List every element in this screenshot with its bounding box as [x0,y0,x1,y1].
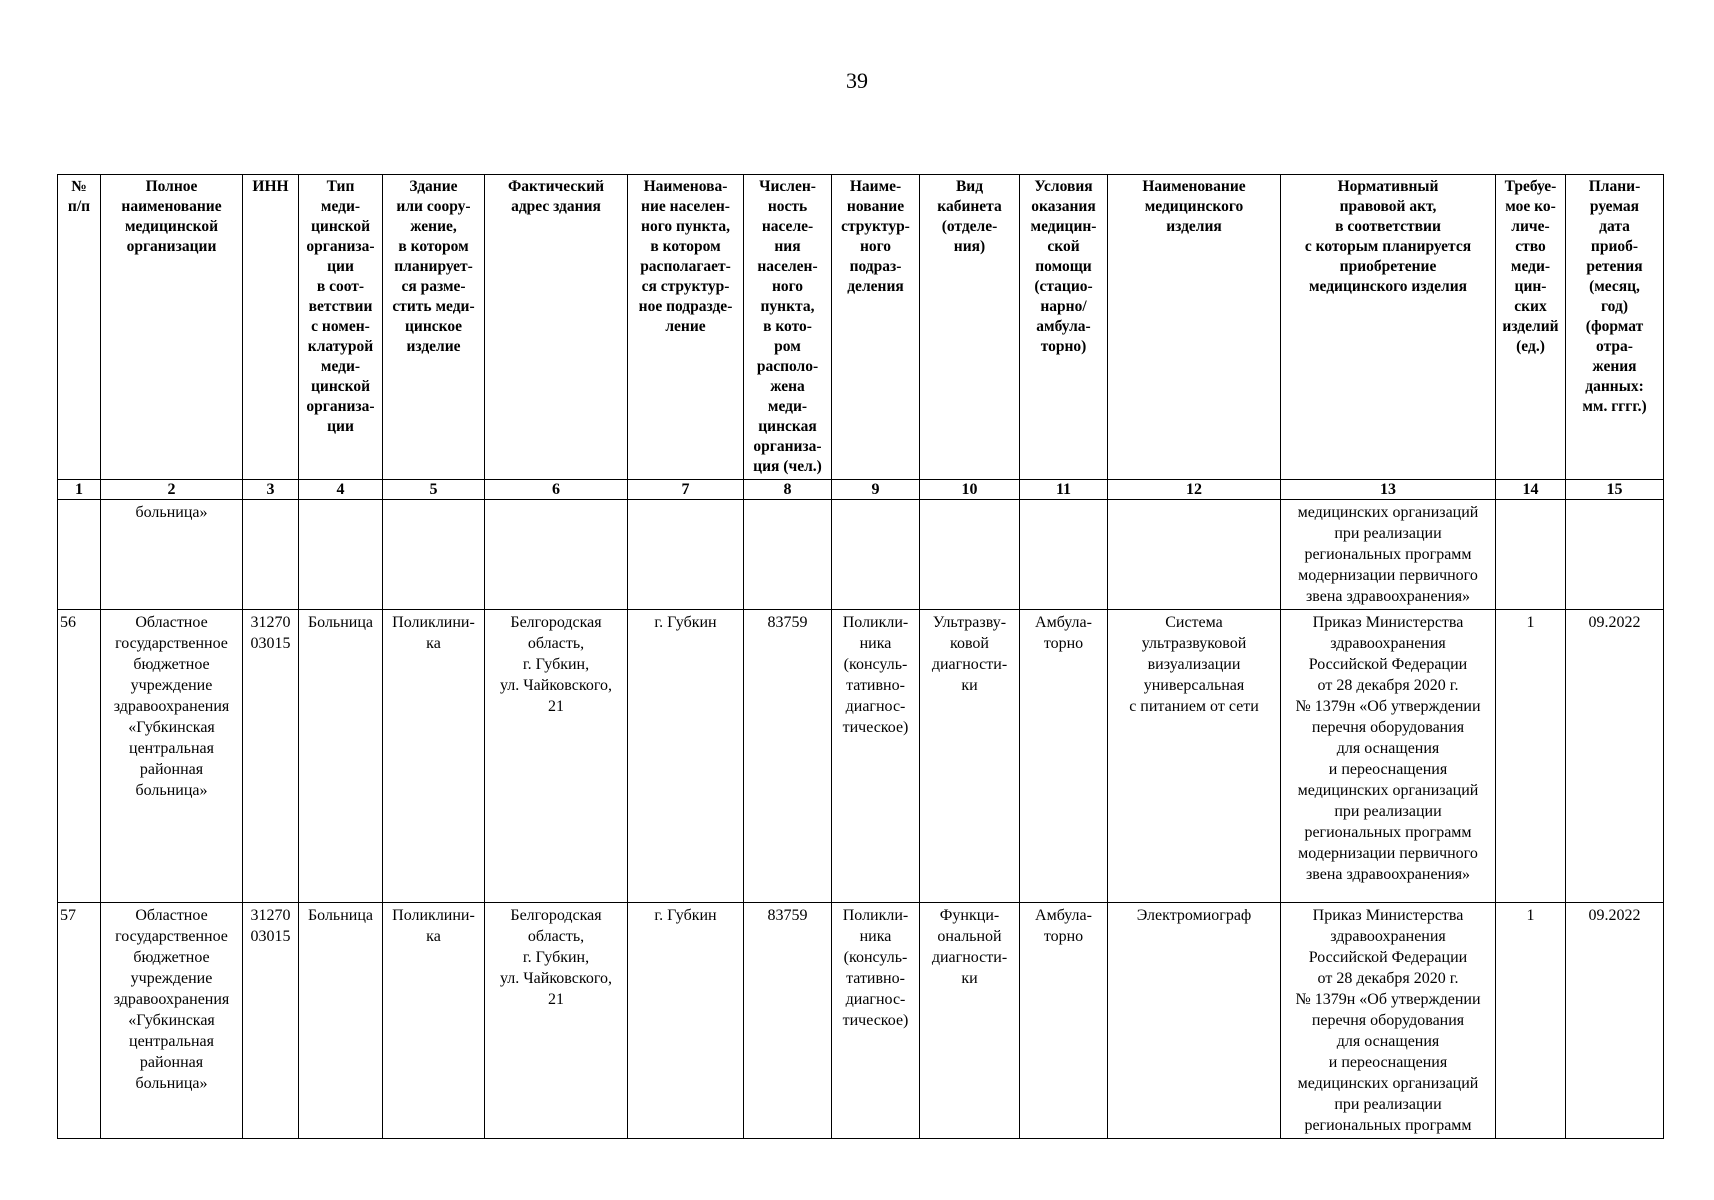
cell-text-line: ских [1514,298,1547,315]
cell-text-line: меди- [320,358,361,375]
cell-text-line: № [71,178,87,195]
cell-text-line: организа- [306,398,375,415]
cell-device [1108,903,1281,1139]
cell-text-line: Амбула- [1035,907,1092,924]
cell-text-line: ния [774,238,801,255]
cell-text-line: с номен- [311,318,370,335]
cell-text-line: 1 [1526,614,1535,631]
cell-text-line: 83759 [767,907,808,924]
cell-text-line: медицинских организаций [1297,504,1479,521]
cell-text-line: больница» [135,782,208,799]
cell-text-line: жена [770,378,805,395]
cell-text-line: в котором [650,238,721,255]
cell-text-line: клатурой [307,338,374,355]
cell-text-line: меди- [767,398,808,415]
cell-text-line: модернизации первичного [1298,567,1478,584]
cell-text-line: больница» [135,504,208,521]
cell-text-line: 03015 [250,635,291,652]
cell-cabinet [920,610,1020,903]
cell-text-line: тативно- [846,970,905,987]
header-row [58,175,1664,480]
cell-text-line: Поликлини- [392,614,475,631]
cell-text-line: область, [527,635,585,652]
cell-text-line: государственное [115,635,228,652]
header-cell [101,175,243,480]
cell-text-line: тическое) [842,719,909,736]
cell-text-line: ка [426,635,441,652]
cell-population [744,500,832,610]
cell-address [485,610,628,903]
cell-text-line: при реализации [1334,1096,1442,1113]
header-cell [58,175,101,480]
column-number: 5 [383,480,485,500]
cell-text-line: населен- [757,258,818,275]
cell-text-line: медицин- [1030,218,1097,235]
cell-population [744,610,832,903]
cell-unit [832,610,920,903]
cell-type [299,610,383,903]
cell-text-line: ного [771,278,804,295]
cell-text-line: 09.2022 [1588,614,1641,631]
cell-text-line: (консуль- [843,656,908,673]
cell-text-line: (отделе- [941,218,998,235]
cell-text-line: ность [767,198,808,215]
cell-text-line: Больница [307,614,374,631]
cell-text-line: ция (чел.) [753,458,822,475]
column-number: 3 [243,480,299,500]
cell-text-line: ное подразде- [638,298,733,315]
cell-text-line: цинское [404,318,463,335]
cell-text-line: Полное [145,178,198,195]
cell-address [485,903,628,1139]
header-cell [1496,175,1566,480]
cell-text-line: Нормативный [1337,178,1439,195]
cell-inn [243,500,299,610]
header-cell [832,175,920,480]
cell-text-line: 31270 [250,614,291,631]
cell-act [1281,500,1496,610]
cell-text-line: мм. гггг.) [1582,398,1647,415]
cell-text-line: ром [774,338,801,355]
cell-org [101,610,243,903]
column-number: 12 [1108,480,1281,500]
header-cell [744,175,832,480]
cell-text-line: Функци- [939,907,1000,924]
cell-text-line: Наименование [1142,178,1246,195]
cell-text-line: 31270 [250,907,291,924]
column-number: 15 [1566,480,1664,500]
cell-inn [243,610,299,903]
column-number: 14 [1496,480,1566,500]
cell-text-line: меди- [320,198,361,215]
cell-text-line: правовой акт, [1339,198,1437,215]
cell-text-line: для оснащения [1336,740,1440,757]
cell-text-line: жение, [410,218,457,235]
cell-org [101,500,243,610]
cell-text-line: медицинских организаций [1297,1075,1479,1092]
cell-text-line: ветствии [308,298,373,315]
cell-text-line: и переоснащения [1328,1054,1448,1071]
cell-text-line: учреждение [130,970,213,987]
cell-text-line: ции [327,258,354,275]
cell-text-line: Белгородская [510,907,602,924]
cell-text-line: нарно/ [1040,298,1087,315]
cell-text-line: медицинской [124,218,219,235]
cell-text-line: модернизации первичного [1298,845,1478,862]
cell-type [299,903,383,1139]
cell-text-line: ки [961,970,978,987]
cell-text-line: (стацио- [1034,278,1093,295]
cell-qty [1496,610,1566,903]
cell-text-line: ся разме- [401,278,466,295]
cell-text-line: ИНН [252,178,289,195]
cell-text-line: кабинета [937,198,1002,215]
cell-text-line: ской [1047,238,1080,255]
cell-text-line: здравоохранения [113,698,230,715]
cell-text-line: при реализации [1334,803,1442,820]
cell-text-line: 1 [1526,907,1535,924]
cell-text-line: с питанием от сети [1129,698,1259,715]
cell-text-line: Поликлини- [392,907,475,924]
cell-conditions [1020,903,1108,1139]
cell-unit [832,500,920,610]
cell-population [744,903,832,1139]
cell-text-line: п/п [67,198,91,215]
cell-text-line: изделие [406,338,461,355]
cell-unit [832,903,920,1139]
cell-text-line: от 28 декабря 2020 г. [1317,970,1459,987]
cell-text-line: область, [527,928,585,945]
cell-text-line: Тип [326,178,355,195]
cell-cabinet [920,500,1020,610]
column-number: 8 [744,480,832,500]
cell-text-line: жения [1592,358,1637,375]
cell-text-line: организации [126,238,217,255]
cell-device [1108,610,1281,903]
cell-text-line: г. Губкин [654,907,717,924]
cell-text-line: диагности- [931,656,1008,673]
cell-text-line: структур- [841,218,910,235]
cell-text-line: Российской Федерации [1308,949,1468,966]
cell-text-line: от 28 декабря 2020 г. [1317,677,1459,694]
cell-text-line: звена здравоохранения» [1305,866,1471,883]
cell-text-line: с которым планируется [1304,238,1472,255]
cell-text-line: Приказ Министерства [1312,907,1464,924]
cell-text-line: стить меди- [392,298,475,315]
cell-text-line: звена здравоохранения» [1305,588,1471,605]
cell-text-line: районная [139,1054,204,1071]
header-cell [628,175,744,480]
cell-building [383,500,485,610]
cell-conditions [1020,610,1108,903]
column-number: 9 [832,480,920,500]
cell-type [299,500,383,610]
cell-text-line: адрес здания [511,198,601,215]
cell-text-line: в котором [398,238,469,255]
cell-text-line: г. Губкин [654,614,717,631]
cell-qty [1496,500,1566,610]
cell-text-line: и переоснащения [1328,761,1448,778]
cell-text-line: ного [859,238,892,255]
cell-text-line: № 1379н «Об утверждении [1295,991,1481,1008]
cell-text-line: тическое) [842,1012,909,1029]
cell-act [1281,610,1496,903]
cell-text-line: г. Губкин, [522,949,590,966]
cell-text-line: ника [859,928,892,945]
column-number: 2 [101,480,243,500]
cell-text-line: ки [961,677,978,694]
header-cell [1281,175,1496,480]
cell-text-line: Требуе- [1504,178,1557,195]
cell-qty [1496,903,1566,1139]
cell-locality [628,610,744,903]
cell-locality [628,903,744,1139]
header-cell [1566,175,1664,480]
column-number: 7 [628,480,744,500]
cell-address [485,500,628,610]
cell-text-line: для оснащения [1336,1033,1440,1050]
cell-num: 56 [58,610,101,903]
cell-building [383,610,485,903]
cell-text-line: ул. Чайковского, [500,970,612,987]
cell-text-line: изделия [1166,218,1222,235]
cell-text-line: Приказ Министерства [1312,614,1464,631]
cell-text-line: районная [139,761,204,778]
cell-text-line: ональной [937,928,1002,945]
cell-act [1281,903,1496,1139]
cell-text-line: торно) [1040,338,1087,355]
cell-text-line: медицинских организаций [1297,782,1479,799]
cell-text-line: приобретение [1339,258,1437,275]
column-number: 4 [299,480,383,500]
column-number-row [58,480,1664,500]
cell-text-line: меди- [1510,258,1551,275]
header-cell [485,175,628,480]
page-number: 39 [846,68,868,93]
cell-text-line: Здание [409,178,458,195]
cell-text-line: организа- [753,438,822,455]
cell-org [101,903,243,1139]
cell-text-line: региональных программ [1304,546,1472,563]
cell-text-line: Числен- [759,178,816,195]
cell-text-line: центральная [129,1033,214,1050]
cell-text-line: Вид [955,178,984,195]
cell-text-line: помощи [1035,258,1092,275]
cell-text-line: здравоохранения [113,991,230,1008]
cell-text-line: ние населен- [641,198,730,215]
cell-text-line: ния) [953,238,986,255]
cell-text-line: Поликли- [842,614,909,631]
cell-text-line: медицинского [1144,198,1244,215]
cell-date [1566,903,1664,1139]
cell-text-line: 03015 [250,928,291,945]
cell-text-line: при реализации [1334,525,1442,542]
cell-text-line: бюджетное [133,656,210,673]
cell-text-line: отра- [1596,338,1633,355]
cell-text-line: визуализации [1147,656,1241,673]
header-cell [1108,175,1281,480]
cell-text-line: диагнос- [845,991,906,1008]
cell-text-line: Ультразву- [932,614,1007,631]
cell-device [1108,500,1281,610]
cell-conditions [1020,500,1108,610]
cell-text-line: Фактический [507,178,605,195]
equipment-table [57,174,1664,1139]
cell-locality [628,500,744,610]
header-cell [383,175,485,480]
cell-text-line: приоб- [1590,238,1639,255]
cell-text-line: или соору- [396,198,471,215]
cell-text-line: тативно- [846,677,905,694]
cell-text-line: наименование [121,198,222,215]
cell-date [1566,610,1664,903]
cell-text-line: Система [1165,614,1223,631]
cell-text-line: Условия [1034,178,1093,195]
cell-text-line: деления [847,278,904,295]
cell-inn [243,903,299,1139]
cell-text-line: ции [327,418,354,435]
cell-text-line: учреждение [130,677,213,694]
cell-text-line: располагает- [640,258,731,275]
cell-text-line: медицинского изделия [1308,278,1468,295]
cell-text-line: ул. Чайковского, [500,677,612,694]
cell-text-line: дата [1599,218,1630,235]
cell-text-line: Белгородская [510,614,602,631]
cell-text-line: располо- [756,358,819,375]
column-number: 10 [920,480,1020,500]
cell-text-line: «Губкинская [128,1012,215,1029]
cell-text-line: государственное [115,928,228,945]
cell-text-line: бюджетное [133,949,210,966]
cell-text-line: амбула- [1036,318,1091,335]
cell-text-line: региональных программ [1304,1117,1472,1134]
cell-text-line: подраз- [849,258,902,275]
cell-text-line: Плани- [1588,178,1641,195]
cell-text-line: планирует- [394,258,473,275]
cell-text-line: торно [1043,635,1084,652]
cell-text-line: цинской [310,378,371,395]
cell-text-line: здравоохранения [1330,635,1446,652]
cell-text-line: Областное [135,614,208,631]
cell-text-line: ника [859,635,892,652]
table-row-continued [58,500,1664,610]
header-cell [1020,175,1108,480]
cell-text-line: перечня оборудования [1311,1012,1465,1029]
cell-text-line: (месяц, [1589,278,1640,295]
header-cell [920,175,1020,480]
cell-text-line: 83759 [767,614,808,631]
cell-text-line: перечня оборудования [1311,719,1465,736]
cell-text-line: населе- [761,218,814,235]
cell-text-line: ление [665,318,706,335]
cell-text-line: в кото- [763,318,812,335]
cell-text-line: мое ко- [1505,198,1556,215]
cell-text-line: больница» [135,1075,208,1092]
cell-num [58,500,101,610]
cell-text-line: личе- [1511,218,1550,235]
column-number: 11 [1020,480,1108,500]
cell-text-line: ного пункта, [641,218,730,235]
cell-text-line: региональных программ [1304,824,1472,841]
column-number: 13 [1281,480,1496,500]
header-cell [299,175,383,480]
cell-text-line: ретения [1586,258,1643,275]
cell-text-line: ство [1515,238,1546,255]
column-number: 1 [58,480,101,500]
table-row [58,610,1664,903]
cell-text-line: (консуль- [843,949,908,966]
cell-cabinet [920,903,1020,1139]
cell-text-line: Больница [307,907,374,924]
cell-date [1566,500,1664,610]
cell-text-line: руемая [1589,198,1640,215]
cell-num: 57 [58,903,101,1139]
cell-text-line: ультразвуковой [1141,635,1247,652]
cell-text-line: год) [1601,298,1628,315]
cell-text-line: № 1379н «Об утверждении [1295,698,1481,715]
cell-text-line: «Губкинская [128,719,215,736]
cell-text-line: изделий [1502,318,1559,335]
cell-text-line: данных: [1585,378,1644,395]
cell-text-line: 09.2022 [1588,907,1641,924]
cell-text-line: 21 [548,991,564,1008]
cell-text-line: ковой [950,635,989,652]
header-cell [243,175,299,480]
cell-text-line: цинской [310,218,371,235]
cell-text-line: Областное [135,907,208,924]
cell-text-line: Амбула- [1035,614,1092,631]
cell-text-line: цинская [758,418,817,435]
cell-text-line: диагнос- [845,698,906,715]
cell-text-line: Электромиограф [1136,907,1252,924]
cell-text-line: диагности- [931,949,1008,966]
cell-text-line: ся структур- [641,278,730,295]
cell-text-line: организа- [306,238,375,255]
cell-building [383,903,485,1139]
cell-text-line: оказания [1031,198,1096,215]
cell-text-line: Поликли- [842,907,909,924]
cell-text-line: цин- [1514,278,1547,295]
cell-text-line: Российской Федерации [1308,656,1468,673]
cell-text-line: 21 [548,698,564,715]
cell-text-line: в соответствии [1335,218,1441,235]
column-number: 6 [485,480,628,500]
cell-text-line: Наименова- [643,178,728,195]
cell-text-line: (ед.) [1516,338,1545,355]
cell-text-line: здравоохранения [1330,928,1446,945]
cell-text-line: г. Губкин, [522,656,590,673]
cell-text-line: в соот- [316,278,365,295]
cell-text-line: универсальная [1143,677,1245,694]
cell-text-line: пункта, [760,298,815,315]
cell-text-line: Наиме- [849,178,902,195]
table-row [58,903,1664,1139]
cell-text-line: (формат [1585,318,1644,335]
cell-text-line: центральная [129,740,214,757]
cell-text-line: торно [1043,928,1084,945]
cell-text-line: ка [426,928,441,945]
cell-text-line: нование [846,198,905,215]
